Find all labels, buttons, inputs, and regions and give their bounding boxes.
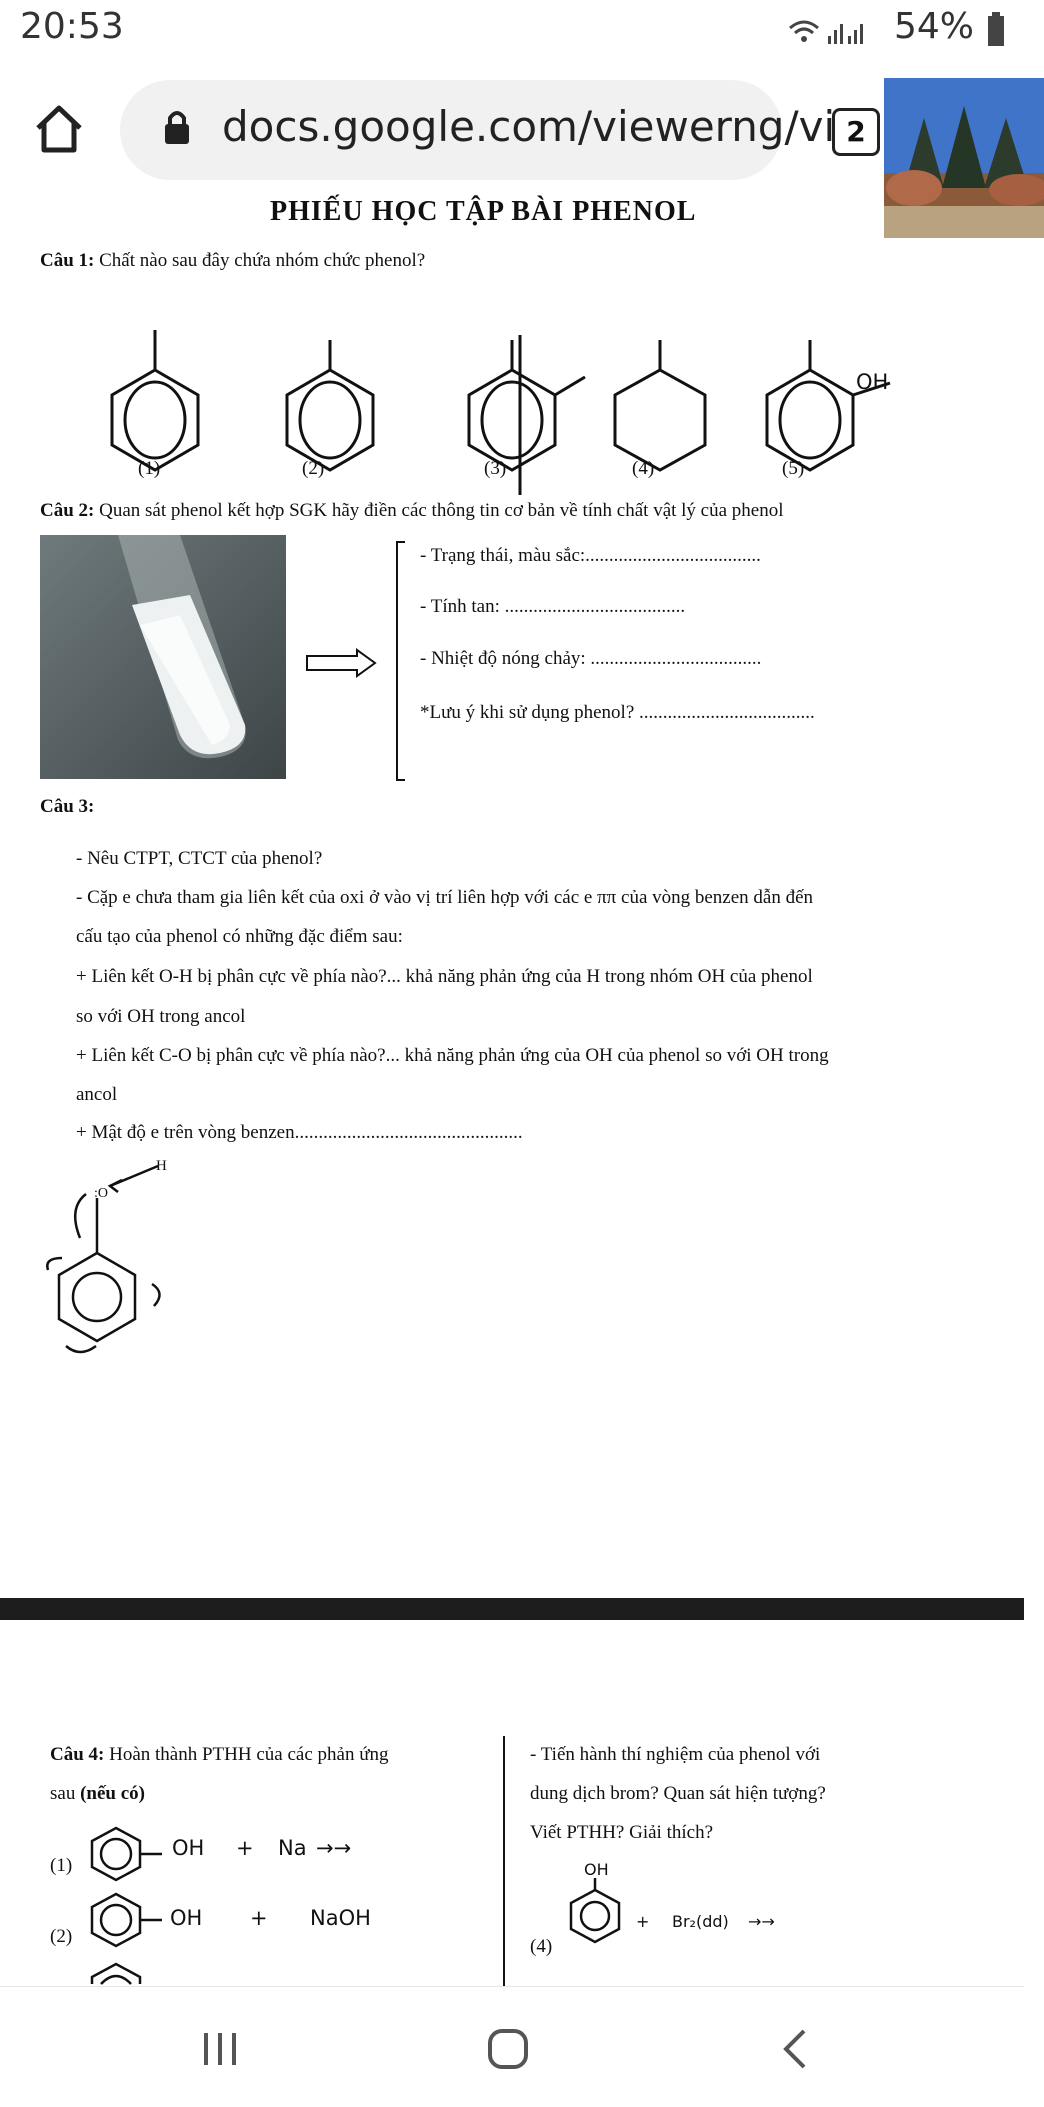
- r1-reagent: Na: [278, 1836, 307, 1860]
- status-time: 20:53: [20, 6, 124, 47]
- r1-plus: +: [236, 1836, 254, 1860]
- r1-benzene-ring: [86, 1822, 176, 1888]
- r2-reagent: NaOH: [310, 1906, 371, 1930]
- arrow-icon: [305, 648, 377, 678]
- q4-text-c: (nếu có): [80, 1783, 145, 1804]
- q3-line-7: ancol: [76, 1084, 118, 1105]
- document-title: PHIẾU HỌC TẬP BÀI PHENOL: [270, 196, 697, 227]
- r2-number: (2): [50, 1926, 73, 1947]
- q2-text: Quan sát phenol kết hợp SGK hãy điền các thông tin cơ bản về tính chất vật lý của phenol: [99, 500, 784, 521]
- q1-structures: [90, 325, 990, 495]
- q1-option-4: (4): [632, 458, 655, 479]
- r4-arrow: →→: [748, 1912, 775, 1931]
- r4-plus: +: [636, 1912, 650, 1931]
- q3-label: Câu 3:: [40, 796, 95, 817]
- q3-line-6: + Liên kết C-O bị phân cực về phía nào?... khả năng phản ứng của OH của phenol so với OH trong: [76, 1045, 829, 1066]
- q4-line-1: [50, 1744, 389, 1766]
- q4-text-b: sau: [50, 1783, 76, 1804]
- url-text[interactable]: docs.google.com/viewerng/vi: [222, 102, 836, 151]
- q4-text-a: Hoàn thành PTHH của các phản ứng: [109, 1744, 389, 1765]
- column-divider: [503, 1736, 505, 1986]
- q1-option-5: (5): [782, 458, 805, 479]
- tab-switcher-button[interactable]: 2: [832, 108, 880, 156]
- q4-label: Câu 4:: [50, 1744, 105, 1765]
- page-divider: [0, 1598, 1024, 1620]
- home-nav-button[interactable]: [486, 2027, 530, 2071]
- lock-icon: [162, 108, 192, 146]
- battery-icon: [986, 12, 1006, 48]
- q1-option-2: (2): [302, 458, 325, 479]
- recent-apps-button[interactable]: [200, 2031, 240, 2067]
- q3-line-5: so với OH trong ancol: [76, 1006, 246, 1027]
- home-icon[interactable]: [32, 104, 86, 154]
- q1-line: [40, 250, 425, 272]
- r4-number: (4): [530, 1936, 553, 1957]
- signal-icon: [786, 14, 866, 48]
- r4-reagent: Br₂(dd): [672, 1912, 729, 1931]
- q1-text: Chất nào sau đây chứa nhóm chức phenol?: [99, 250, 426, 271]
- q3-line-1: - Nêu CTPT, CTCT của phenol?: [76, 848, 323, 869]
- r1-oh: OH: [172, 1836, 205, 1860]
- q2-line: [40, 500, 784, 522]
- r4-oh: OH: [584, 1860, 609, 1879]
- q3-line-4: + Liên kết O-H bị phân cực về phía nào?... khả năng phản ứng của H trong nhóm OH của phenol: [76, 966, 813, 987]
- back-nav-button[interactable]: [780, 2027, 810, 2071]
- q2-field-caution: *Lưu ý khi sử dụng phenol? .....................................: [420, 702, 815, 723]
- cyclohexane-ring-4: [615, 370, 705, 470]
- q3-line-3: cấu tạo của phenol có những đặc điểm sau:: [76, 926, 403, 947]
- r4-benzene-ring: [560, 1876, 630, 1948]
- q3-line-2: - Cặp e chưa tham gia liên kết của oxi ở vào vị trí liên hợp với các e ππ của vòng benzen dẫn đến: [76, 887, 814, 908]
- battery-percent: 54%: [893, 6, 974, 47]
- r2-benzene-ring: [86, 1888, 176, 1954]
- q2-field-state: - Trạng thái, màu sắc:.....................................: [420, 545, 761, 566]
- status-bar: [0, 0, 1024, 62]
- q4-right-line-1: - Tiến hành thí nghiệm của phenol với: [530, 1744, 821, 1765]
- q1-option-3: (3): [484, 458, 507, 479]
- phenol-test-tube-photo: [40, 535, 286, 779]
- avatar-photo: [884, 78, 1044, 238]
- q1-option-1: (1): [138, 458, 161, 479]
- q3-o-label: :O: [94, 1186, 108, 1201]
- q4-right-line-2: dung dịch brom? Quan sát hiện tượng?: [530, 1783, 826, 1804]
- q4-line-2: [50, 1783, 145, 1805]
- q4-right-line-3: Viết PTHH? Giải thích?: [530, 1822, 714, 1843]
- q2-field-solubility: - Tính tan: ......................................: [420, 596, 686, 617]
- system-nav-bar: [0, 1986, 1024, 2107]
- r1-number: (1): [50, 1855, 73, 1876]
- r2-oh: OH: [170, 1906, 203, 1930]
- avatar[interactable]: [884, 78, 1044, 238]
- q2-field-melting: - Nhiệt độ nóng chảy: ....................................: [420, 648, 762, 669]
- r2-plus: +: [250, 1906, 268, 1930]
- bracket: [393, 540, 407, 782]
- q1-label: Câu 1:: [40, 250, 95, 271]
- r1-arrow: →→: [316, 1836, 352, 1860]
- q1-oh-label: OH: [856, 370, 889, 394]
- q3-line-8: + Mật độ e trên vòng benzen................................................: [76, 1122, 523, 1143]
- q2-label: Câu 2:: [40, 500, 95, 521]
- q3-h-label: H: [156, 1158, 167, 1174]
- r3-benzene-ring-partial: [86, 1958, 176, 1986]
